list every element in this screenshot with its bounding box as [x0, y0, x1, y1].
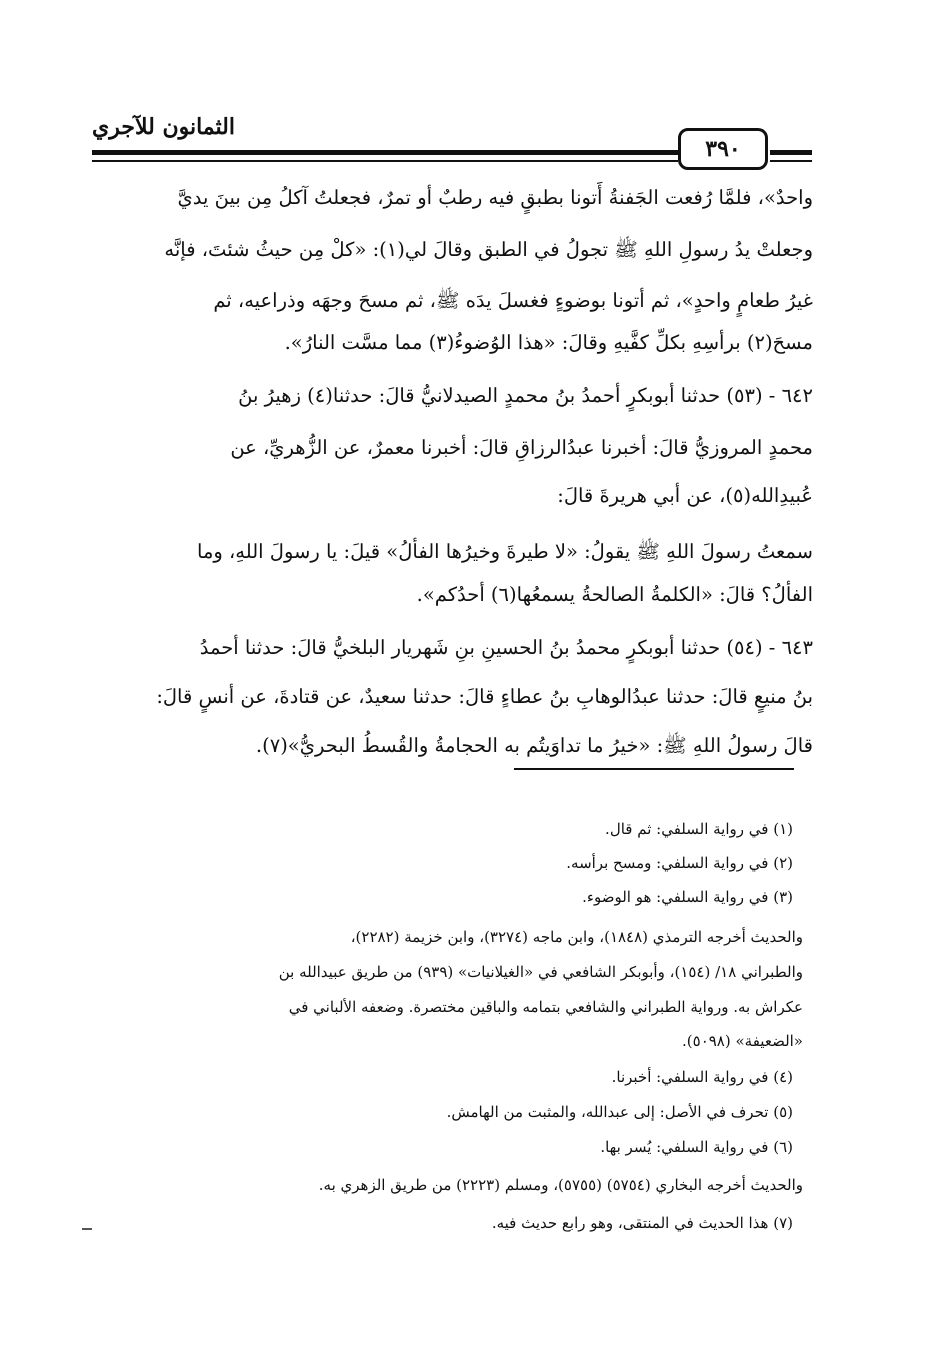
header-rule-thin	[92, 160, 678, 162]
text-line: محمدٍ المروزيُّ قالَ: أخبرنا عبدُالرزاقِ قالَ: أخبرنا معمرٌ، عن الزُّهريِّ، عن	[230, 436, 813, 459]
margin-mark	[82, 1228, 92, 1230]
text-line: بنُ منيعٍ قالَ: حدثنا عبدُالوهابِ بنُ عطاءٍ قالَ: حدثنا سعيدٌ، عن قتادةَ، عن أنسٍ قالَ:	[156, 685, 813, 708]
footnote-line: (٣) في رواية السلفي: هو الوضوء.	[582, 888, 793, 906]
text-line: سمعتُ رسولَ اللهِ ﷺ يقولُ: «لا طيرةَ وخيرُها الفألُ» قيلَ: يا رسولَ اللهِ، وما	[197, 540, 813, 563]
footnote-line: (٦) في رواية السلفي: يُسر بها.	[600, 1138, 793, 1156]
footnote-line: (٢) في رواية السلفي: ومسح برأسه.	[566, 854, 793, 872]
footnote-line: «الضعيفة» (٥٠٩٨).	[682, 1032, 803, 1050]
text-line: قالَ رسولُ اللهِ ﷺ: «خيرُ ما تداوَيتُم به الحجامةُ والقُسطُ البحريُّ»(٧).	[255, 734, 813, 757]
footnote-line: والطبراني ١٨/ (١٥٤)، وأبوبكر الشافعي في «الغيلانيات» (٩٣٩) من طريق عبيدالله بن	[278, 963, 803, 981]
header-rule-thick	[92, 150, 678, 155]
footnote-line: (٥) تحرف في الأصل: إلى عبدالله، والمثبت من الهامش.	[446, 1103, 793, 1121]
footnote-line: والحديث أخرجه الترمذي (١٨٤٨)، وابن ماجه (٣٢٧٤)، وابن خزيمة (٢٢٨٢)،	[350, 928, 803, 946]
footnote-line: (٧) هذا الحديث في المنتقى، وهو رابع حديث فيه.	[491, 1214, 793, 1232]
text-line: عُبيدِالله(٥)، عن أبي هريرةَ قالَ:	[557, 484, 813, 507]
text-line: غيرُ طعامٍ واحدٍ»، ثم أتونا بوضوءٍ فغسلَ يدَه ﷺ، ثم مسحَ وجهَه وذراعيه، ثم	[213, 289, 813, 312]
text-line: وجعلتْ يدُ رسولِ اللهِ ﷺ تجولُ في الطبق وقالَ لي(١): «كلْ مِن حيثُ شئتَ، فإنَّه	[164, 238, 813, 261]
text-line: واحدٌ»، فلمَّا رُفعت الجَفنةُ أَتونا بطبقٍ فيه رطبٌ أو تمرٌ، فجعلتُ آكلُ مِن بينَ يديَّ	[177, 186, 813, 209]
page-number: ٣٩٠	[678, 128, 768, 170]
footnote-line: عكراش به. ورواية الطبراني والشافعي بتمامه والباقين مختصرة. وضعفه الألباني في	[288, 998, 803, 1016]
footnote-line: والحديث أخرجه البخاري (٥٧٥٤) (٥٧٥٥)، ومسلم (٢٢٢٣) من طريق الزهري به.	[318, 1176, 803, 1194]
page-header	[92, 112, 812, 172]
footnote-line: (١) في رواية السلفي: ثم قال.	[605, 820, 793, 838]
text-line: الفألُ؟ قالَ: «الكلمةُ الصالحةُ يسمعُها(٦) أحدُكم».	[416, 583, 813, 606]
header-rule-thick-right	[770, 150, 812, 155]
text-line: ٦٤٣ - (٥٤) حدثنا أبوبكرٍ محمدُ بنُ الحسينِ بنِ شَهريار البلخيُّ قالَ: حدثنا أحمدُ	[199, 636, 813, 659]
running-title: الثمانون للآجري	[92, 114, 235, 140]
header-rule-thin-right	[770, 160, 812, 162]
footnote-line: (٤) في رواية السلفي: أخبرنا.	[611, 1068, 793, 1086]
text-line: مسحَ(٢) برأسِهِ بكلِّ كفَّيهِ وقالَ: «هذا الوُضوءُ(٣) مما مسَّت النارُ».	[284, 331, 813, 354]
footnote-separator	[514, 768, 794, 770]
text-line: ٦٤٢ - (٥٣) حدثنا أبوبكرٍ أحمدُ بنُ محمدٍ الصيدلانيُّ قالَ: حدثنا(٤) زهيرُ بنُ	[238, 384, 813, 407]
